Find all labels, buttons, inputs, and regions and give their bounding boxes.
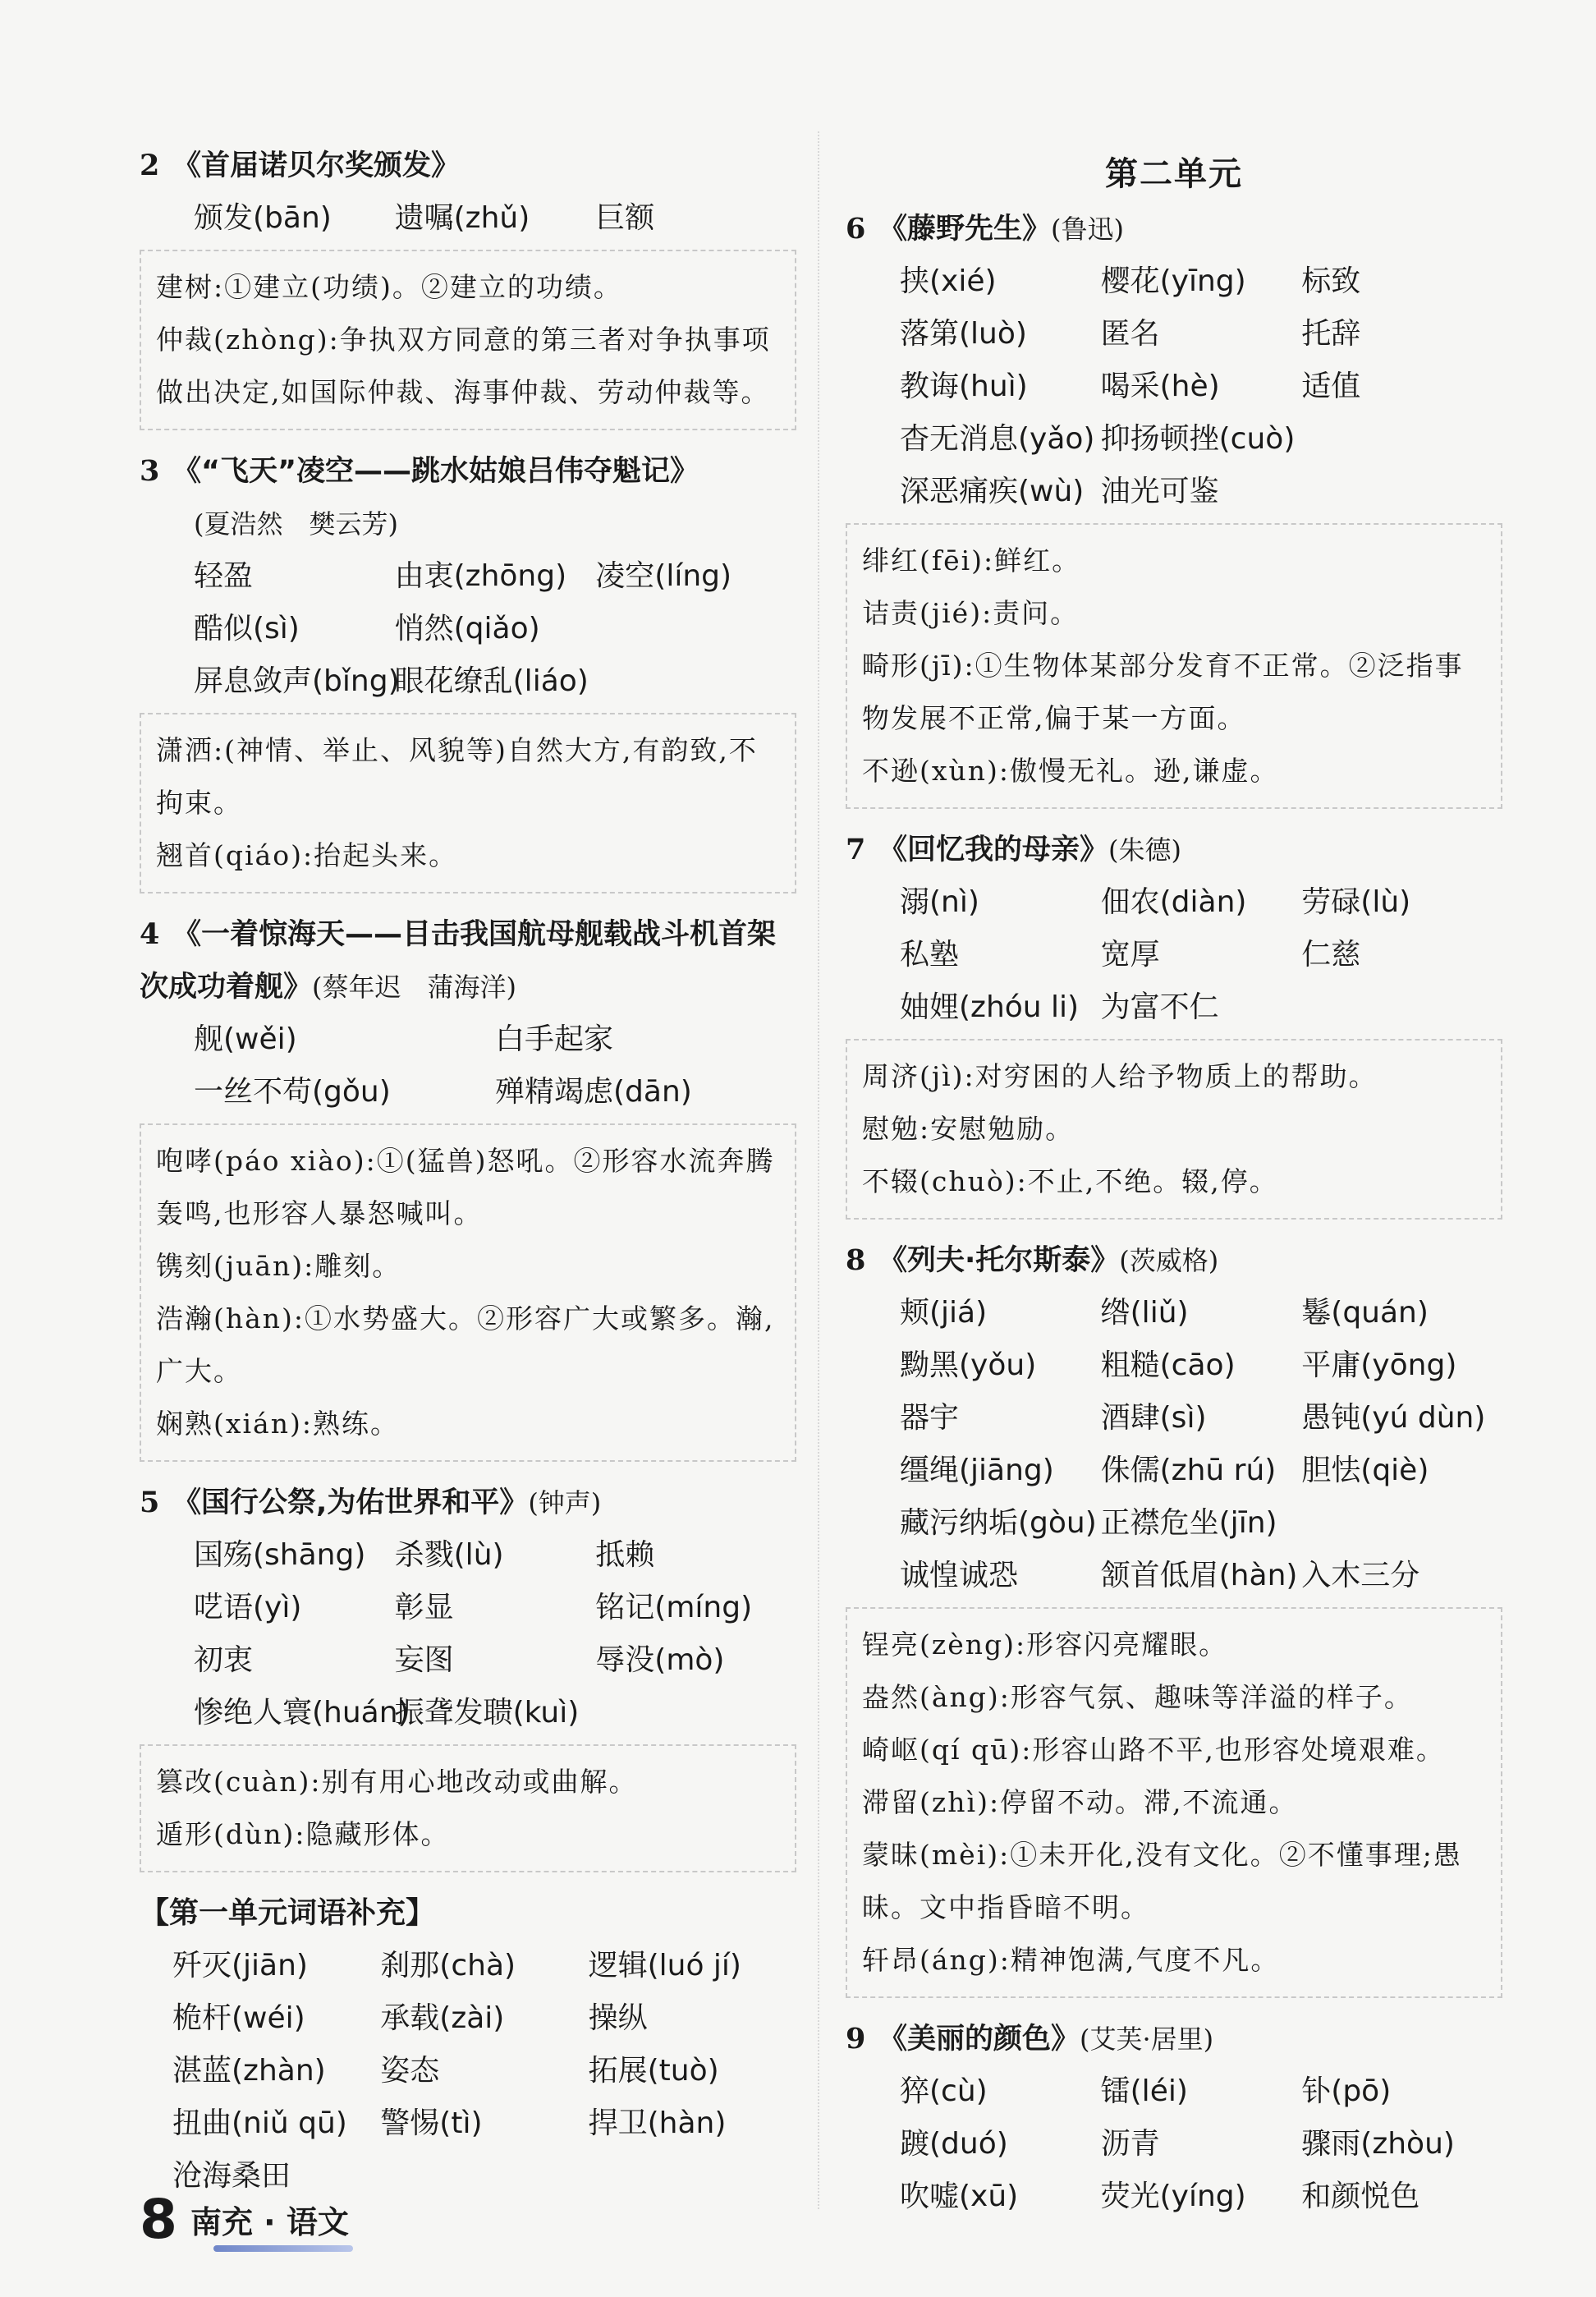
vocab-word: 沧海桑田 [172,2159,291,2193]
vocab-word: 桅杆(wéi) [172,2001,305,2035]
vocab-word: 镭(léi) [1100,2074,1188,2108]
vocab-word: 拓展(tuò) [588,2054,719,2088]
lesson-7 [846,824,1502,1220]
vocab-word: 平庸(yōng) [1301,1348,1457,1382]
right-column [846,140,1502,2236]
lesson-heading [140,140,796,192]
vocab-word: 器宇 [900,1401,960,1435]
definition-box [140,1123,796,1462]
vocab-word: 匿名 [1100,317,1160,351]
definition-entry: 咆哮(páo xiào):①(猛兽)怒吼。②形容水流奔腾轰鸣,也形容人暴怒喊叫。 [156,1145,775,1229]
lesson-number: 3 [140,454,160,488]
definition-entry: 周济(jì):对穷困的人给予物质上的帮助。 [862,1060,1378,1092]
vocab-grid [140,1529,796,1739]
vocab-word: 巨额 [595,201,655,235]
vocab-word: 初衷 [194,1643,254,1677]
vocab-word [1301,1497,1502,1550]
vocab-word: 颔首低眉(hàn) [1100,1559,1298,1592]
vocab-word [595,655,796,708]
lesson-number: 8 [846,1243,866,1277]
vocab-word: 骤雨(zhòu) [1301,2127,1455,2161]
vocab-word: 适值 [1301,370,1361,403]
lesson-title: 《一着惊海天——目击我国航母舰载战斗机首架次成功着舰》 [140,918,777,1004]
supplement-title: 【第一单元词语补充】 [140,1896,436,1930]
vocab-word: 捍卫(hàn) [588,2106,727,2140]
lesson-heading [140,1477,796,1529]
vocab-word: 缰绳(jiāng) [900,1454,1054,1487]
definition-entry: 建树:①建立(功绩)。②建立的功绩。 [156,271,622,303]
lesson-number: 9 [846,2022,866,2056]
vocab-word: 操纵 [588,2001,648,2035]
vocab-word: 踱(duó) [900,2127,1008,2161]
page-footer [140,2188,349,2251]
vocab-word: 樱花(yīng) [1100,264,1246,298]
vocab-word: 深恶痛疾(wù) [900,475,1085,508]
lesson-title: 《国行公祭,为佑世界和平》 [172,1486,529,1519]
vocab-word: 舰(wěi) [194,1022,297,1056]
vocab-word: 妯娌(zhóu li) [900,990,1080,1024]
left-column [140,140,796,2203]
definition-box [846,1039,1502,1220]
lesson-author: (蔡年迟 蒲海洋) [312,972,516,1003]
vocab-word: 酷似(sì) [194,612,300,645]
lesson-author: (茨威格) [1119,1245,1219,1276]
definition-box [846,523,1502,809]
vocab-word: 悄然(qiǎo) [394,612,540,645]
vocab-word: 一丝不苟(gǒu) [194,1075,391,1109]
page-number: 8 [140,2188,177,2251]
lesson-heading [140,445,796,498]
definition-entry: 不辍(chuò):不止,不绝。辍,停。 [862,1165,1278,1197]
vocab-word: 姿态 [380,2054,440,2088]
vocab-word: 遗嘱(zhǔ) [394,201,530,235]
definition-entry: 篡改(cuàn):别有用心地改动或曲解。 [156,1766,638,1798]
vocab-word: 仁慈 [1301,938,1361,972]
vocab-word: 粗糙(cāo) [1100,1348,1236,1382]
footer-underline [213,2245,353,2252]
lesson-author: (鲁迅) [1051,214,1124,245]
lesson-number: 7 [846,833,866,866]
vocab-word: 油光可鉴 [1100,475,1219,508]
vocab-word: 入木三分 [1301,1559,1420,1592]
vocab-grid [140,1940,796,2203]
vocab-word: 妄图 [394,1643,454,1677]
vocab-word: 彰显 [394,1591,454,1624]
vocab-word: 佃农(diàn) [1100,885,1247,919]
vocab-word: 呓语(yì) [194,1591,302,1624]
vocab-word: 教诲(huì) [900,370,1028,403]
vocab-word: 黝黑(yǒu) [900,1348,1037,1382]
vocab-word: 颁发(bān) [194,201,332,235]
vocab-word: 惨绝人寰(huán) [194,1696,410,1730]
vocab-word: 刹那(chà) [380,1949,516,1982]
definition-entry: 崎岖(qí qū):形容山路不平,也形容处境艰难。 [862,1734,1445,1766]
unit-title: 第二单元 [1105,154,1243,193]
vocab-word: 诚惶诚恐 [900,1559,1019,1592]
vocab-word [595,1687,796,1739]
definition-entry: 翘首(qiáo):抬起头来。 [156,839,458,871]
lesson-8 [846,1234,1502,1998]
vocab-word: 湛蓝(zhàn) [172,2054,326,2088]
definition-entry: 不逊(xùn):傲慢无礼。逊,谦虚。 [862,755,1279,787]
vocab-word [1301,466,1502,518]
vocab-word [1301,413,1502,466]
definition-entry: 轩昂(áng):精神饱满,气度不凡。 [862,1944,1280,1976]
vocab-word: 眼花缭乱(liáo) [394,664,589,698]
lesson-title: 《藤野先生》 [878,213,1052,246]
vocab-word: 酒肆(sì) [1100,1401,1207,1435]
vocab-word: 屏息敛声(bǐng) [194,664,400,698]
vocab-word: 抵赖 [595,1538,655,1572]
vocab-word: 警惕(tì) [380,2106,483,2140]
vocab-word: 愚钝(yú dùn) [1301,1401,1486,1435]
definition-entry: 绯红(fēi):鲜红。 [862,544,1081,577]
vocab-word: 侏儒(zhū rú) [1100,1454,1277,1487]
lesson-heading [846,203,1502,255]
vocab-word [595,603,796,655]
lesson-title: 《美丽的颜色》 [878,2023,1080,2056]
vocab-word: 颊(jiá) [900,1296,988,1330]
vocab-word: 和颜悦色 [1301,2180,1420,2213]
lesson-number: 2 [140,149,160,182]
vocab-word: 宽厚 [1100,938,1160,972]
vocab-word: 私塾 [900,938,960,972]
vocab-word: 国殇(shāng) [194,1538,366,1572]
lesson-number: 6 [846,212,866,246]
vocab-word: 荧光(yíng) [1100,2180,1246,2213]
vocab-word: 逻辑(luó jí) [588,1949,741,1982]
vocab-word: 扭曲(niǔ qū) [172,2106,347,2140]
vocab-grid [846,876,1502,1034]
vocab-word: 抑扬顿挫(cuò) [1100,422,1296,456]
vocab-word: 托辞 [1301,317,1361,351]
lesson-title: 《“飞天”凌空——跳水姑娘吕伟夺魁记》 [172,455,699,488]
vocab-word: 歼灭(jiān) [172,1949,308,1982]
vocab-word: 辱没(mò) [595,1643,725,1677]
lesson-author: (艾芙·居里) [1080,2024,1214,2055]
lesson-5 [140,1477,796,1872]
vocab-grid [140,1013,796,1119]
vocab-word: 落第(luò) [900,317,1027,351]
lesson-9 [846,2013,1502,2223]
definition-box [140,250,796,430]
column-divider [818,131,819,2209]
lesson-title: 《首届诺贝尔奖颁发》 [172,149,461,182]
definition-entry: 遁形(dùn):隐藏形体。 [156,1818,450,1850]
lesson-4 [140,908,796,1462]
vocab-word: 胆怯(qiè) [1301,1454,1429,1487]
definition-entry: 滞留(zhì):停留不动。滞,不流通。 [862,1786,1298,1818]
vocab-grid [846,1287,1502,1602]
lesson-number: 4 [140,917,160,951]
vocab-word: 轻盈 [194,559,254,593]
vocab-word: 凌空(líng) [595,559,732,593]
vocab-grid [140,192,796,245]
vocab-word: 杀戮(lù) [394,1538,504,1572]
lesson-number: 5 [140,1486,160,1519]
vocab-word: 白手起家 [495,1022,614,1056]
lesson-author: (钟声) [528,1487,602,1518]
definition-entry: 畸形(jī):①生物体某部分发育不正常。②泛指事物发展不正常,偏于某一方面。 [862,650,1464,734]
footer-text: 南充 · 语文 [190,2204,349,2240]
vocab-word: 藏污纳垢(gòu) [900,1506,1097,1540]
vocab-word: 鬈(quán) [1301,1296,1429,1330]
definition-entry: 慰勉:安慰勉励。 [862,1113,1075,1145]
vocab-word [1301,981,1502,1034]
lesson-heading [846,2013,1502,2065]
definition-entry: 仲裁(zhòng):争执双方同意的第三者对争执事项做出决定,如国际仲裁、海事仲裁、劳动仲裁等。 [156,324,771,408]
definition-entry: 潇洒:(神情、举止、风貌等)自然大方,有韵致,不拘束。 [156,734,758,819]
lesson-author: (夏浩然 樊云芳) [194,508,398,540]
vocab-grid [140,550,796,708]
definition-entry: 盎然(àng):形容气氛、趣味等洋溢的样子。 [862,1681,1413,1713]
vocab-word: 殚精竭虑(dān) [495,1075,692,1109]
lesson-2 [140,140,796,430]
definition-box [140,1744,796,1872]
vocab-word: 吹嘘(xū) [900,2180,1019,2213]
definition-entry: 娴熟(xián):熟练。 [156,1408,399,1440]
lesson-author: (朱德) [1108,834,1181,866]
vocab-word: 杳无消息(yǎo) [900,422,1095,456]
definition-box [140,713,796,894]
lesson-6 [846,203,1502,809]
lesson-heading [140,908,796,1013]
vocab-word: 沥青 [1100,2127,1160,2161]
vocab-word: 劳碌(lù) [1301,885,1411,919]
vocab-word: 铭记(míng) [595,1591,753,1624]
vocab-word: 挟(xié) [900,264,997,298]
lesson-heading [846,824,1502,876]
vocab-word: 为富不仁 [1100,990,1219,1024]
vocab-word: 绺(liǔ) [1100,1296,1189,1330]
definition-entry: 浩瀚(hàn):①水势盛大。②形容广大或繁多。瀚,广大。 [156,1302,775,1387]
vocab-word: 正襟危坐(jīn) [1100,1506,1277,1540]
definition-entry: 蒙昧(mèi):①未开化,没有文化。②不懂事理;愚昧。文中指昏暗不明。 [862,1839,1462,1923]
vocab-word: 猝(cù) [900,2074,988,2108]
definition-box [846,1607,1502,1998]
lesson-title: 《列夫·托尔斯泰》 [878,1244,1120,1277]
lesson-heading [846,1234,1502,1287]
lesson-title: 《回忆我的母亲》 [878,834,1109,866]
vocab-word: 喝采(hè) [1100,370,1220,403]
lesson-3 [140,445,796,894]
vocab-word: 标致 [1301,264,1361,298]
vocab-word: 承载(zài) [380,2001,505,2035]
unit-one-supplement [140,1887,796,2203]
vocab-word: 振聋发聩(kuì) [394,1696,580,1730]
vocab-word: 由衷(zhōng) [394,559,567,593]
vocab-grid [846,255,1502,518]
vocab-grid [846,2065,1502,2223]
vocab-word: 溺(nì) [900,885,979,919]
definition-entry: 锃亮(zèng):形容闪亮耀眼。 [862,1629,1228,1661]
definition-entry: 镌刻(juān):雕刻。 [156,1250,401,1282]
definition-entry: 诘责(jié):责问。 [862,597,1080,629]
vocab-word: 钋(pō) [1301,2074,1392,2108]
